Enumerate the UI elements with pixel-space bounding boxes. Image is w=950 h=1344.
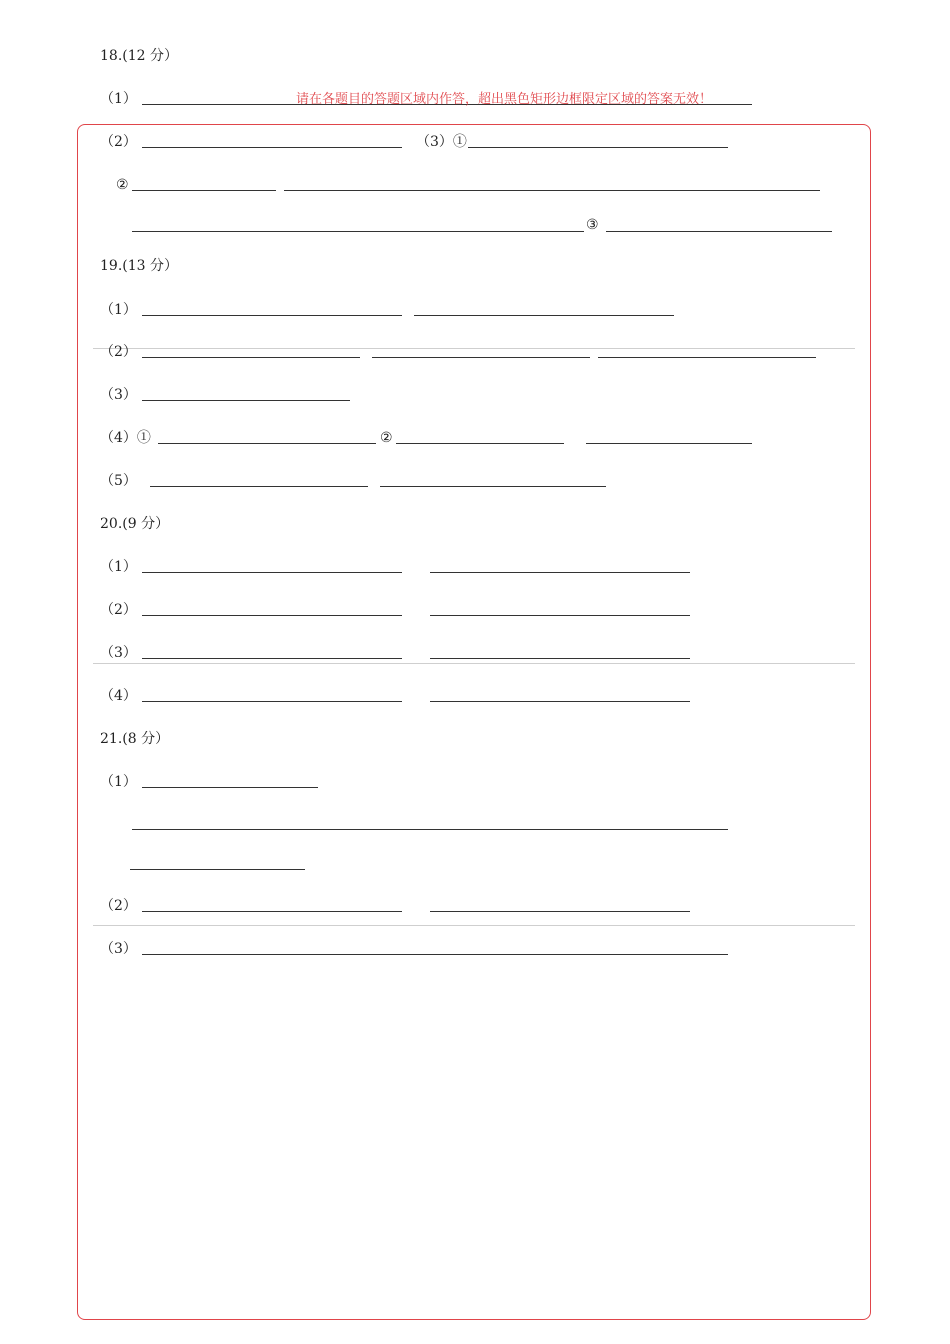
q18-circle3-label: ③ [586,217,599,233]
q20-part3-answer-line[interactable] [142,658,402,659]
q20-part4-answer-line[interactable] [142,701,402,702]
answer-area-border [77,124,871,1320]
q20-part1-answer-line[interactable] [430,572,690,573]
q20-part2-answer-line[interactable] [430,615,690,616]
page-divider [93,348,855,349]
page-divider [93,663,855,664]
q20-part4-answer-line[interactable] [430,701,690,702]
q18-part1-label: （1） [100,91,137,107]
q19-part3-answer-line[interactable] [142,400,350,401]
q18-part2-label: （2） [100,134,137,150]
q21-part2-answer-line[interactable] [430,911,690,912]
q21-part1-answer-line[interactable] [130,869,305,870]
q20-part1-label: （1） [100,559,137,575]
q19-circle2-label: ② [380,430,393,446]
q19-part2-answer-line[interactable] [598,357,816,358]
q19-part2-answer-line[interactable] [142,357,360,358]
q20-title: 20.(9 分） [100,516,170,532]
q19-part5-label: （5） [100,473,137,489]
q19-part3-label: （3） [100,387,137,403]
q19-part5-answer-line[interactable] [380,486,606,487]
q20-part2-label: （2） [100,602,137,618]
q18-part3-answer-line[interactable] [468,147,728,148]
q19-part2-label: （2） [100,344,137,360]
q19-part1-label: （1） [100,302,137,318]
q18-circle2-answer-line[interactable] [132,231,584,232]
answer-area-notice: 请在各题目的答题区域内作答，超出黑色矩形边框限定区域的答案无效！ [296,92,713,107]
q19-part4-label: （4）① [100,430,151,446]
q21-part1-label: （1） [100,774,137,790]
q19-part1-answer-line[interactable] [414,315,674,316]
q18-circle2-label: ② [116,177,129,193]
q21-part2-label: （2） [100,898,137,914]
q21-title: 21.(8 分） [100,731,170,747]
q20-part1-answer-line[interactable] [142,572,402,573]
q21-part1-answer-line[interactable] [142,787,318,788]
q19-circle2-answer-line[interactable] [586,443,752,444]
q21-part1-answer-line[interactable] [132,829,728,830]
q20-part4-label: （4） [100,688,137,704]
q18-part3-label: （3）① [416,134,467,150]
q21-part3-label: （3） [100,941,137,957]
q20-part3-answer-line[interactable] [430,658,690,659]
q19-part4-answer-line[interactable] [158,443,376,444]
q18-part2-answer-line[interactable] [142,147,402,148]
q20-part2-answer-line[interactable] [142,615,402,616]
page-divider [93,925,855,926]
q18-circle3-answer-line[interactable] [606,231,832,232]
q18-circle2-answer-line[interactable] [132,190,276,191]
q18-title: 18.(12 分） [100,48,178,64]
q19-title: 19.(13 分） [100,258,178,274]
q21-part2-answer-line[interactable] [142,911,402,912]
q21-part3-answer-line[interactable] [142,954,728,955]
q20-part3-label: （3） [100,645,137,661]
q19-part5-answer-line[interactable] [150,486,368,487]
q19-circle2-answer-line[interactable] [396,443,564,444]
q19-part2-answer-line[interactable] [372,357,590,358]
q18-circle2-answer-line[interactable] [284,190,820,191]
q19-part1-answer-line[interactable] [142,315,402,316]
